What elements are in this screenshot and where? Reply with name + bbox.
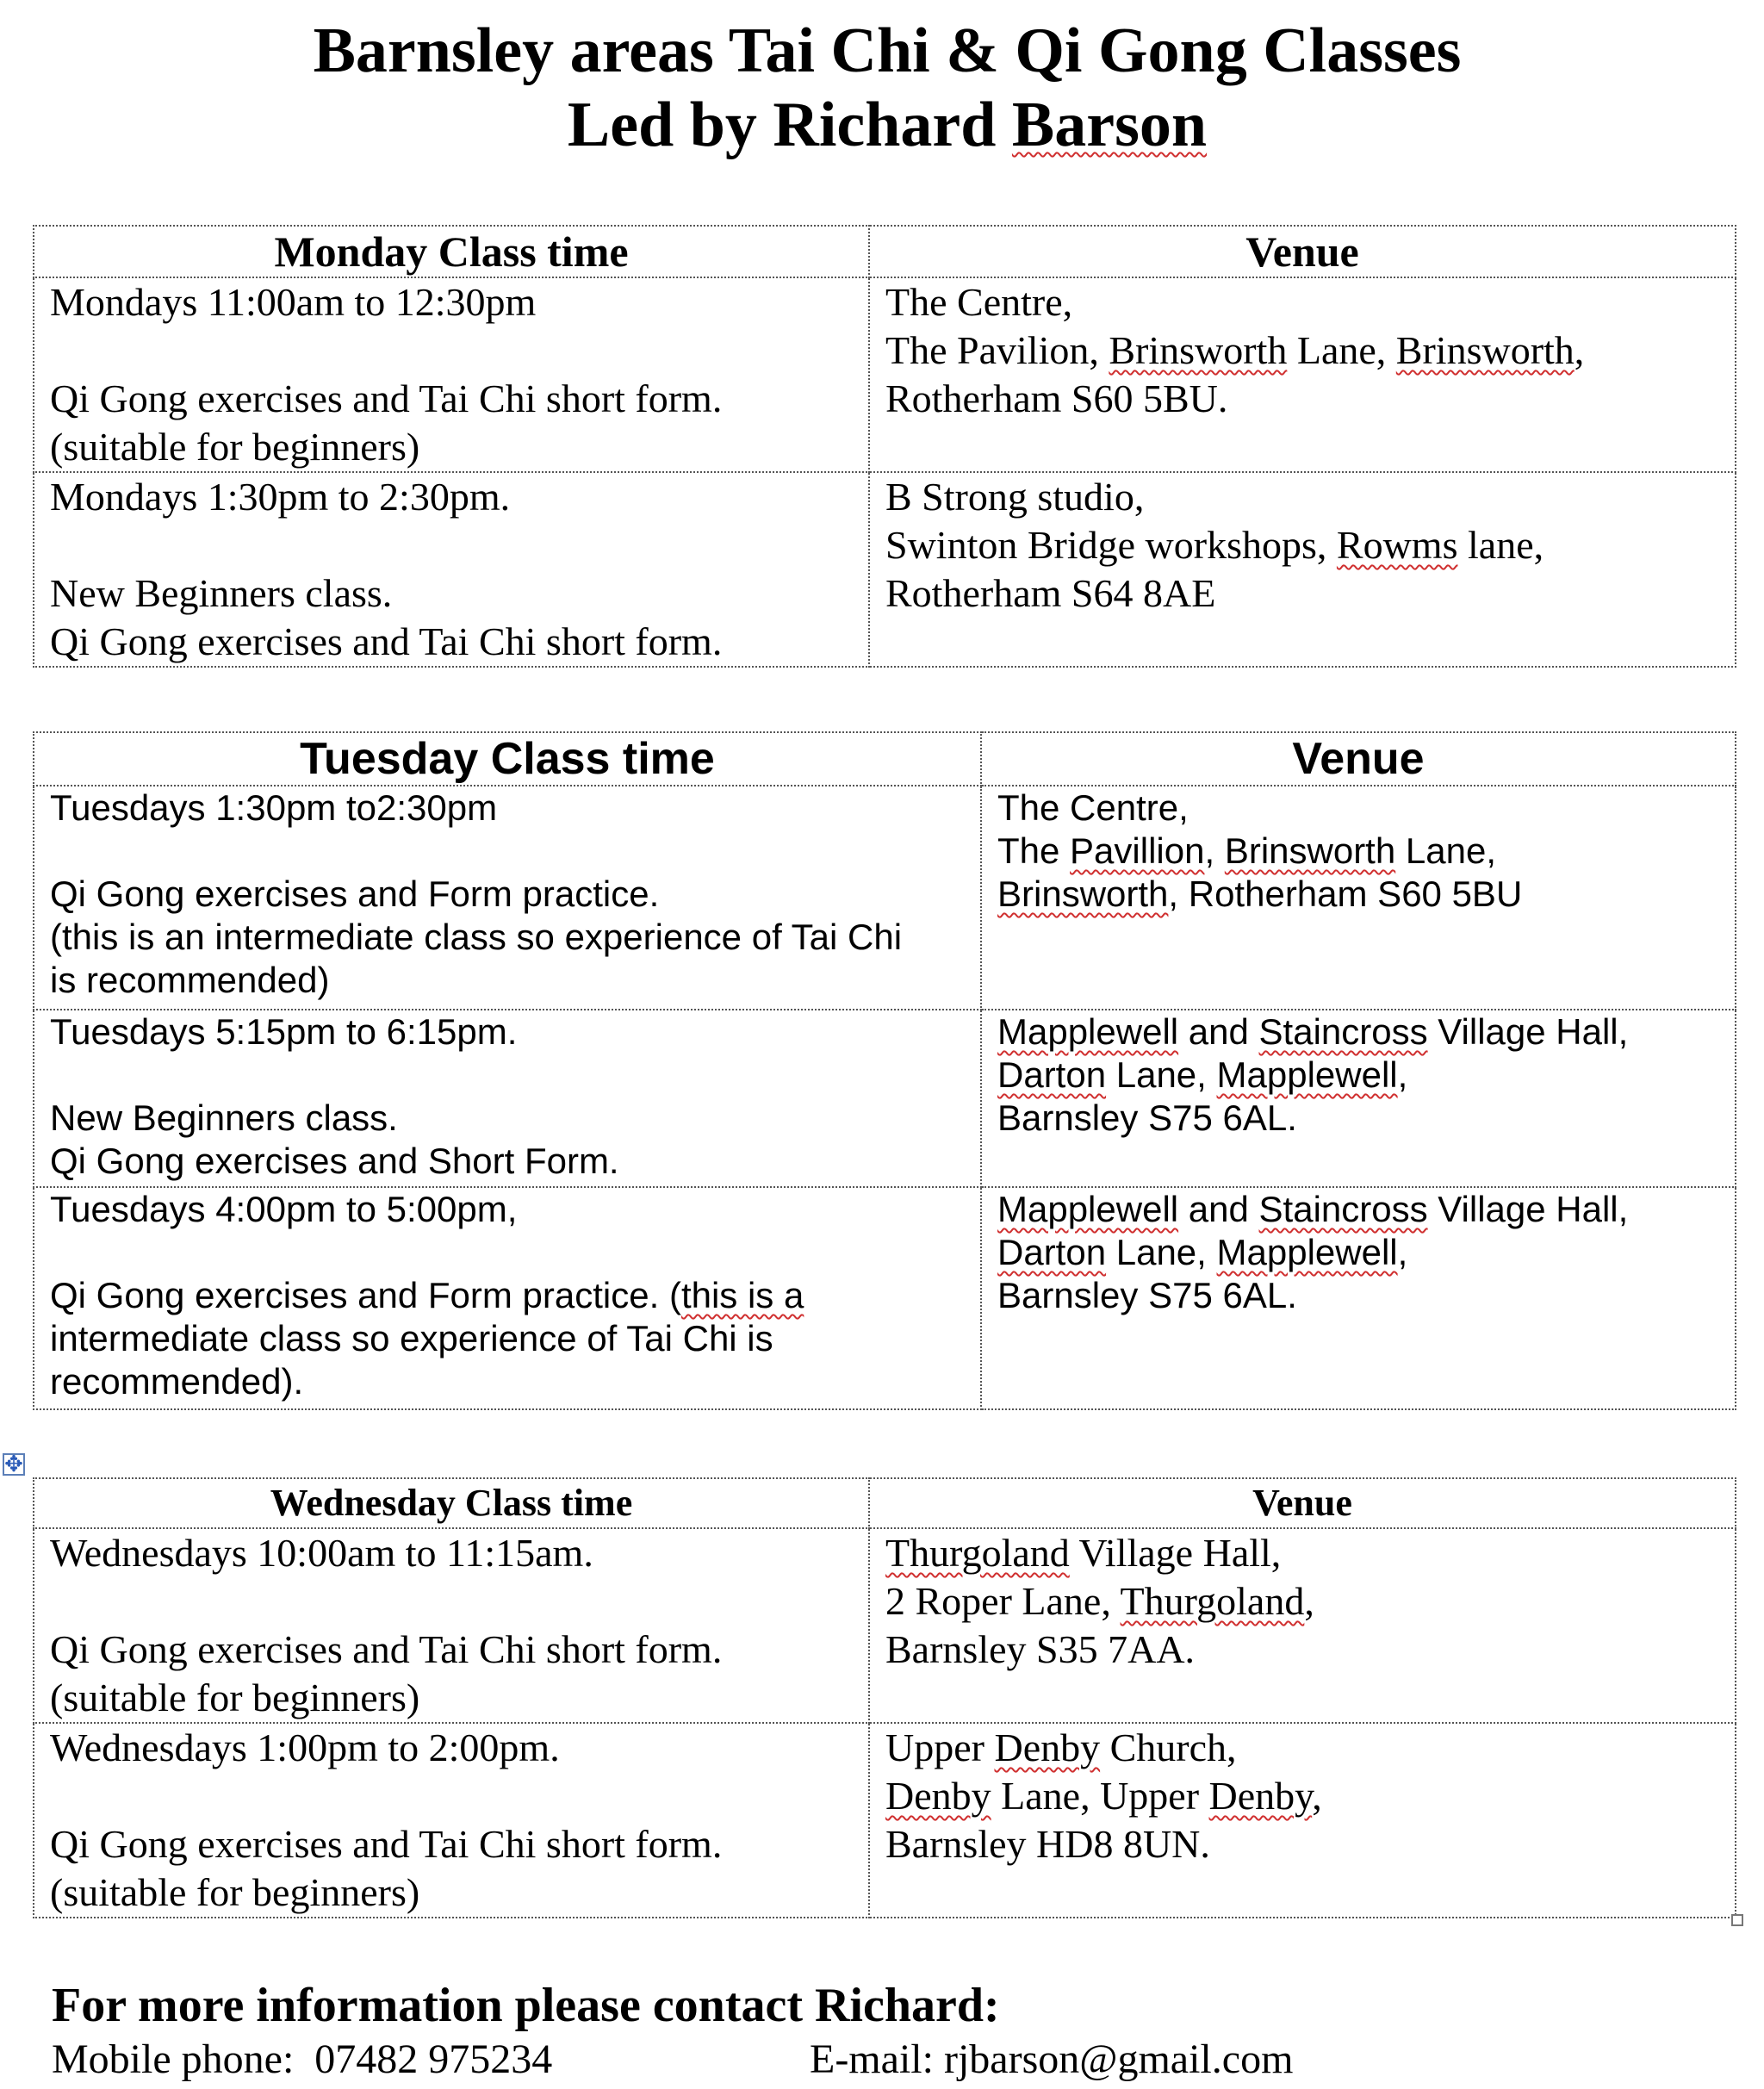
venue-line: Upper Denby Church, <box>885 1725 1237 1769</box>
class-note: Qi Gong exercises and Short Form. <box>50 1141 619 1181</box>
table-row <box>34 786 1736 1010</box>
venue-line: Thurgoland Village Hall, <box>885 1531 1282 1575</box>
tuesday-schedule-table <box>33 731 1736 1410</box>
class-details-cell <box>34 277 869 472</box>
class-note: (suitable for beginners) <box>50 1870 420 1914</box>
contact-heading: For more information please contact Richard: <box>52 1979 1000 2032</box>
table-row <box>34 1010 1736 1187</box>
class-note: Qi Gong exercises and Tai Chi short form. <box>50 619 723 663</box>
table-row <box>34 472 1736 667</box>
venue-line: Rotherham S64 8AE <box>885 571 1216 615</box>
venue-line: The Pavillion, Brinsworth Lane, <box>997 830 1496 871</box>
class-note: (suitable for beginners) <box>50 1676 420 1719</box>
resize-handle-icon[interactable] <box>1731 1914 1743 1926</box>
class-note: recommended). <box>50 1361 304 1402</box>
table-header-row <box>34 1478 1736 1528</box>
venue-cell <box>981 1010 1736 1187</box>
contact-section <box>52 1978 1740 2088</box>
email-label: E-mail: <box>810 2036 934 2082</box>
class-time: Wednesdays 10:00am to 11:15am. <box>50 1531 593 1575</box>
venue-cell <box>869 1723 1736 1918</box>
class-description: New Beginners class. <box>50 1097 398 1138</box>
class-details-cell <box>34 472 869 667</box>
mobile-label: Mobile phone: <box>52 2036 295 2082</box>
class-time: Tuesdays 5:15pm to 6:15pm. <box>50 1011 518 1052</box>
class-details-cell <box>34 1187 981 1409</box>
move-arrows-icon[interactable]: ✥ <box>3 1453 25 1476</box>
venue-line: Darton Lane, Mapplewell, <box>997 1054 1408 1095</box>
venue-line: The Centre, <box>997 787 1189 828</box>
email-block <box>810 2033 1293 2086</box>
contact-details <box>52 2033 1740 2088</box>
venue-line: Barnsley S75 6AL. <box>997 1097 1297 1138</box>
class-description: Qi Gong exercises and Tai Chi short form. <box>50 1627 723 1671</box>
venue-line: Barnsley HD8 8UN. <box>885 1822 1210 1866</box>
venue-line: Rotherham S60 5BU. <box>885 376 1228 420</box>
class-note: is recommended) <box>50 960 330 1000</box>
venue-cell <box>981 786 1736 1010</box>
monday-schedule-table <box>33 225 1736 668</box>
class-description: Qi Gong exercises and Tai Chi short form. <box>50 1822 723 1866</box>
venue-line: Barnsley S35 7AA. <box>885 1627 1196 1671</box>
title-line-2-prefix: Led by Richard <box>567 90 1012 160</box>
class-time: Tuesdays 4:00pm to 5:00pm, <box>50 1189 518 1229</box>
wednesday-time-header: Wednesday Class time <box>34 1478 869 1528</box>
wednesday-venue-header: Venue <box>869 1478 1736 1528</box>
table-row <box>34 277 1736 472</box>
page-title <box>0 14 1764 162</box>
class-description: Qi Gong exercises and Tai Chi short form. <box>50 376 723 420</box>
table-row <box>34 1528 1736 1723</box>
tuesday-time-header: Tuesday Class time <box>34 732 981 786</box>
table-header-row <box>34 226 1736 277</box>
class-time: Wednesdays 1:00pm to 2:00pm. <box>50 1725 560 1769</box>
class-note: (this is an intermediate class so experience of Tai Chi <box>50 917 903 957</box>
class-note: (suitable for beginners) <box>50 425 420 469</box>
class-description: Qi Gong exercises and Form practice. (this is a <box>50 1275 804 1315</box>
title-line-2 <box>0 88 1764 162</box>
venue-line: The Pavilion, Brinsworth Lane, Brinsworth, <box>885 328 1585 372</box>
table-header-row <box>34 732 1736 786</box>
monday-time-header: Monday Class time <box>34 226 869 277</box>
title-line-2-name: Barson <box>1011 90 1208 160</box>
class-time: Tuesdays 1:30pm to2:30pm <box>50 787 498 828</box>
venue-line: Mapplewell and Staincross Village Hall, <box>997 1189 1629 1229</box>
class-details-cell <box>34 786 981 1010</box>
venue-cell <box>869 472 1736 667</box>
venue-line: Brinsworth, Rotherham S60 5BU <box>997 874 1523 914</box>
class-details-cell <box>34 1723 869 1918</box>
class-details-cell <box>34 1010 981 1187</box>
class-time: Mondays 11:00am to 12:30pm <box>50 280 537 324</box>
monday-venue-header: Venue <box>869 226 1736 277</box>
venue-line: The Centre, <box>885 280 1073 324</box>
class-details-cell <box>34 1528 869 1723</box>
table-row <box>34 1723 1736 1918</box>
class-description: Qi Gong exercises and Form practice. <box>50 874 660 914</box>
venue-cell <box>869 1528 1736 1723</box>
class-time: Mondays 1:30pm to 2:30pm. <box>50 475 511 519</box>
venue-line: Swinton Bridge workshops, Rowms lane, <box>885 523 1544 567</box>
venue-line: B Strong studio, <box>885 475 1145 519</box>
venue-line: Denby Lane, Upper Denby, <box>885 1774 1322 1818</box>
venue-cell <box>869 277 1736 472</box>
venue-line: Darton Lane, Mapplewell, <box>997 1232 1408 1272</box>
venue-line: 2 Roper Lane, Thurgoland, <box>885 1579 1314 1623</box>
class-note: intermediate class so experience of Tai Chi is <box>50 1318 773 1358</box>
class-description: New Beginners class. <box>50 571 393 615</box>
title-line-1: Barnsley areas Tai Chi & Qi Gong Classes <box>313 16 1462 86</box>
wednesday-schedule-table <box>33 1477 1736 1918</box>
mobile-number: 07482 975234 <box>314 2036 553 2082</box>
venue-line: Mapplewell and Staincross Village Hall, <box>997 1011 1629 1052</box>
table-row <box>34 1187 1736 1409</box>
email-address[interactable]: rjbarson@gmail.com <box>943 2036 1294 2082</box>
tuesday-venue-header: Venue <box>981 732 1736 786</box>
venue-line: Barnsley S75 6AL. <box>997 1275 1297 1315</box>
venue-cell <box>981 1187 1736 1409</box>
